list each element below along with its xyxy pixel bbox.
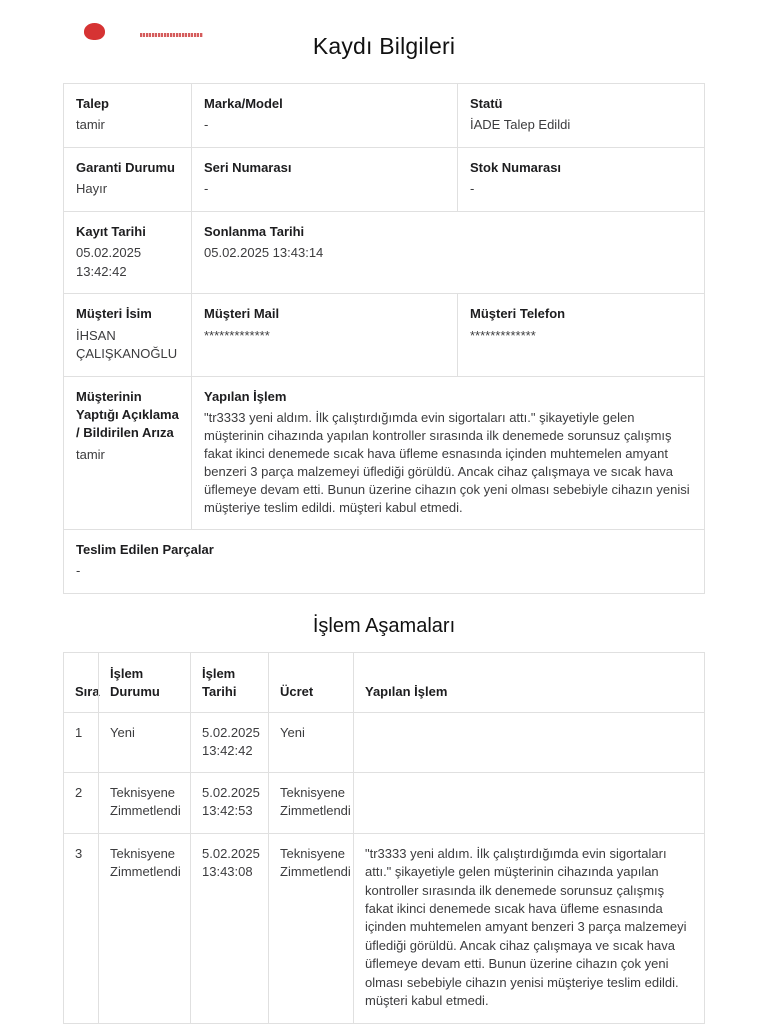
field-label: Teslim Edilen Parçalar <box>76 541 214 557</box>
col-header-sira: Sıra <box>75 683 100 699</box>
field-value: tamir <box>76 446 105 462</box>
field-yapilan-islem <box>191 377 704 529</box>
field-value-masked: ************* <box>470 327 536 343</box>
page-title: Kaydı Bilgileri <box>312 33 456 59</box>
stage-tarih: 5.02.2025 13:42:42 <box>190 713 268 772</box>
field-label: Statü <box>470 96 503 111</box>
field-seri-numarasi <box>191 148 457 211</box>
stage-row-1 <box>64 713 704 773</box>
field-value-paragraph: "tr3333 yeni aldım. İlk çalıştırdığımda evin sigortaları attı." şikayetiyle gelen müşterinin cihazında yapılan kontroller sırasında ilk denemede sorunsuz çalışmış fakat ikinci denemede sıcak hava üfleme esnasında içinden muhtemelen amyant benzeri 3 parça malzemeyi üflediği görüldü. Ancak cihaz çalışmaya ve sıcak hava üflemeye devam etti. Bunun üzerine cihazın çok yeni olması sebebiyle cihazın yenisi müşteriye teslim edildi. müşteri kabul etmedi. <box>204 409 690 515</box>
record-row-2 <box>64 148 704 212</box>
field-sonlanma-tarihi <box>191 212 704 293</box>
brand-header <box>0 33 768 43</box>
col-header-islem-durumu: İşlem Durumu <box>98 653 190 712</box>
field-value-masked: ************* <box>204 327 270 343</box>
stage-durum: Teknisyene Zimmetlendi <box>98 773 190 832</box>
stage-row-2 <box>64 773 704 833</box>
stage-row-3 <box>64 834 704 1024</box>
field-label: Yapılan İşlem <box>204 388 287 404</box>
stage-durum: Teknisyene Zimmetlendi <box>98 834 190 1023</box>
col-header-islem-tarihi: İşlem Tarihi <box>190 653 268 712</box>
field-value: - <box>470 181 475 197</box>
stage-islem <box>353 713 704 772</box>
stage-islem <box>353 773 704 832</box>
record-row-5 <box>64 377 704 530</box>
stage-sira: 3 <box>75 845 83 861</box>
field-value: - <box>76 563 81 579</box>
stages-table <box>63 652 705 1024</box>
field-value: - <box>204 117 209 133</box>
field-value: Hayır <box>76 181 108 197</box>
field-stok-numarasi <box>457 148 704 211</box>
field-garanti-durumu <box>64 148 191 211</box>
field-label: Kayıt Tarihi <box>76 223 146 239</box>
field-label: Garanti Durumu <box>76 159 175 175</box>
field-label: Müşteri İsim <box>76 306 152 322</box>
stage-tarih: 5.02.2025 13:42:53 <box>190 773 268 832</box>
brand-logo-icon <box>84 23 105 40</box>
stage-ucret: Teknisyene Zimmetlendi <box>268 773 353 832</box>
brand-tagline-icon <box>140 33 203 37</box>
record-row-1 <box>64 84 704 148</box>
field-value: - <box>204 181 209 197</box>
field-label: Seri Numarası <box>204 159 292 175</box>
field-label: Müşteri Telefon <box>470 306 566 322</box>
field-value: İHSAN ÇALIŞKANOĞLU <box>76 327 178 362</box>
col-header-yapilan-islem: Yapılan İşlem <box>353 653 704 712</box>
field-musteri-mail <box>191 294 457 375</box>
record-info-table <box>63 83 705 594</box>
record-row-3 <box>64 212 704 294</box>
field-value: 05.02.2025 13:43:14 <box>204 245 324 261</box>
field-label: Stok Numarası <box>470 159 562 175</box>
field-label: Marka/Model <box>204 96 283 111</box>
field-value: tamir <box>76 117 105 133</box>
stage-tarih: 5.02.2025 13:43:08 <box>190 834 268 1023</box>
field-value: 05.02.2025 13:42:42 <box>76 245 142 279</box>
field-label: Müşteri Mail <box>204 306 280 322</box>
record-row-4 <box>64 294 704 376</box>
field-label: Talep <box>76 96 109 111</box>
stage-durum: Yeni <box>98 713 190 772</box>
field-kayit-tarihi <box>64 212 191 293</box>
field-talep <box>64 84 191 147</box>
field-musteri-telefon <box>457 294 704 375</box>
stage-ucret: Yeni <box>268 713 353 772</box>
field-statu <box>457 84 704 147</box>
stages-header-row <box>64 653 704 713</box>
field-teslim-edilen-parcalar <box>64 530 704 593</box>
stage-islem: "tr3333 yeni aldım. İlk çalıştırdığımda evin sigortaları attı." şikayetiyle gelen müşterinin cihazında yapılan kontroller sırasında ilk denemede sorunsuz çalışmış fakat ikinci denemede sıcak hava üfleme esnasında içinden muhtemelen amyant benzeri 3 parça malzemeyi üflediği görüldü. Ancak cihaz çalışmaya ve sıcak hava üflemeye devam etti. Bunun üzerine cihazın çok yeni olması sebebiyle cihazın yenisi müşteriye teslim edildi. müşteri kabul etmedi. <box>353 834 704 1023</box>
field-label: Sonlanma Tarihi <box>204 223 305 239</box>
stage-ucret: Teknisyene Zimmetlendi <box>268 834 353 1023</box>
record-row-6 <box>64 530 704 594</box>
field-musteri-aciklama <box>64 377 191 529</box>
col-header-ucret: Ücret <box>268 653 353 712</box>
field-value: İADE Talep Edildi <box>470 117 571 133</box>
stages-title: İşlem Aşamaları <box>312 614 456 637</box>
field-musteri-isim <box>64 294 191 375</box>
stage-sira: 1 <box>75 724 83 740</box>
field-marka-model <box>191 84 457 147</box>
field-label: Müşterinin Yaptığı Açıklama / Bildirilen Arıza <box>76 388 179 441</box>
stage-sira: 2 <box>75 785 83 801</box>
